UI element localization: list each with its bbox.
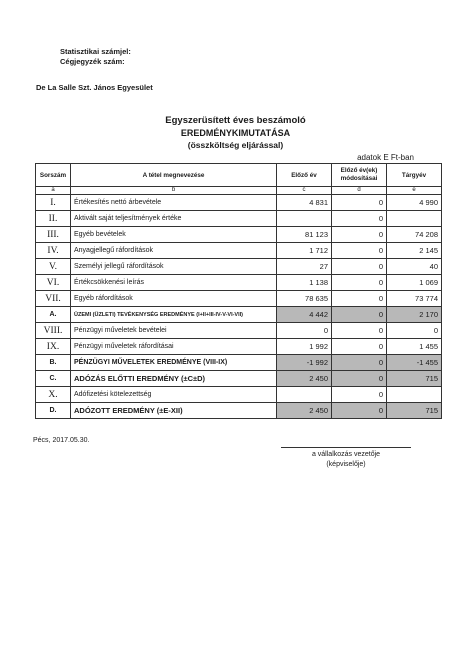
header-prev: Előző év [277, 164, 332, 187]
units-note: adatok E Ft-ban [357, 153, 414, 162]
row-prev: -1 992 [277, 355, 332, 371]
letter-cell: b [71, 187, 277, 195]
row-prev: 81 123 [277, 227, 332, 243]
row-name: PÉNZÜGYI MŰVELETEK EREDMÉNYE (VIII-IX) [71, 355, 277, 371]
table-row [36, 339, 442, 355]
row-mod: 0 [332, 371, 387, 387]
row-curr: 2 145 [387, 243, 442, 259]
table-row [36, 259, 442, 275]
row-prev: 1 712 [277, 243, 332, 259]
row-code: VI. [36, 275, 71, 291]
row-code: VIII. [36, 323, 71, 339]
signature-caption: a vállalkozás vezetője [311, 451, 381, 458]
row-name: Személyi jellegű ráfordítások [71, 259, 277, 275]
header-name: A tétel megnevezése [71, 164, 277, 187]
signature-line [281, 447, 411, 448]
row-curr: -1 455 [387, 355, 442, 371]
table-row [36, 307, 442, 323]
row-code: III. [36, 227, 71, 243]
row-curr: 40 [387, 259, 442, 275]
table-row [36, 211, 442, 227]
row-curr: 2 170 [387, 307, 442, 323]
table-row [36, 227, 442, 243]
report-method: (összköltség eljárással) [187, 140, 284, 150]
row-mod: 0 [332, 403, 387, 419]
report-subtitle: EREDMÉNYKIMUTATÁSA [180, 128, 291, 138]
row-name: Aktivált saját teljesítmények értéke [71, 211, 277, 227]
stat-number-label: Statisztikai számjel: [60, 47, 131, 56]
row-curr [387, 387, 442, 403]
row-prev [277, 387, 332, 403]
row-code: V. [36, 259, 71, 275]
row-name: Értékesítés nettó árbevétele [71, 195, 277, 211]
row-prev: 1 138 [277, 275, 332, 291]
row-curr: 1 069 [387, 275, 442, 291]
signature-caption-sub: (képviselője) [326, 461, 366, 468]
row-name: Értékcsökkenési leírás [71, 275, 277, 291]
row-mod: 0 [332, 227, 387, 243]
table-row [36, 387, 442, 403]
row-name: ADÓZOTT EREDMÉNY (±E-XII) [71, 403, 277, 419]
report-title: Egyszerüsített éves beszámoló [165, 115, 306, 126]
row-code: B. [36, 355, 71, 371]
row-code: IV. [36, 243, 71, 259]
table-row [36, 403, 442, 419]
row-curr: 0 [387, 323, 442, 339]
table-row [36, 323, 442, 339]
row-name: Egyéb ráfordítások [71, 291, 277, 307]
row-curr: 715 [387, 403, 442, 419]
row-mod: 0 [332, 339, 387, 355]
row-mod: 0 [332, 355, 387, 371]
header-code: Sorszám [36, 164, 71, 187]
row-prev: 2 450 [277, 403, 332, 419]
row-curr [387, 211, 442, 227]
row-code: VII. [36, 291, 71, 307]
row-name: Egyéb bevételek [71, 227, 277, 243]
row-prev: 4 442 [277, 307, 332, 323]
row-code: X. [36, 387, 71, 403]
row-prev: 78 635 [277, 291, 332, 307]
row-code: C. [36, 371, 71, 387]
row-prev [277, 211, 332, 227]
row-mod: 0 [332, 291, 387, 307]
row-mod: 0 [332, 307, 387, 323]
row-mod: 0 [332, 243, 387, 259]
income-statement-table [35, 163, 442, 419]
row-name: ADÓZÁS ELŐTTI EREDMÉNY (±C±D) [71, 371, 277, 387]
row-code: I. [36, 195, 71, 211]
letter-cell: a [36, 187, 71, 195]
table-row [36, 291, 442, 307]
row-mod: 0 [332, 195, 387, 211]
row-curr: 74 208 [387, 227, 442, 243]
header-curr: Tárgyév [387, 164, 442, 187]
column-letter-row [36, 187, 442, 195]
row-prev: 27 [277, 259, 332, 275]
company-reg-label: Cégjegyzék szám: [60, 57, 125, 66]
row-name: Pénzügyi műveletek bevételei [71, 323, 277, 339]
letter-cell: e [387, 187, 442, 195]
row-prev: 0 [277, 323, 332, 339]
row-name: Adófizetési kötelezettség [71, 387, 277, 403]
row-mod: 0 [332, 275, 387, 291]
table-row [36, 243, 442, 259]
row-curr: 715 [387, 371, 442, 387]
row-mod: 0 [332, 323, 387, 339]
row-code: II. [36, 211, 71, 227]
row-name: Anyagjellegű ráfordítások [71, 243, 277, 259]
table-row [36, 275, 442, 291]
place-date: Pécs, 2017.05.30. [33, 437, 90, 444]
row-code: D. [36, 403, 71, 419]
table-row [36, 371, 442, 387]
row-name: ÜZEMI (ÜZLETI) TEVÉKENYSÉG EREDMÉNYE (I+II+III-IV-V-VI-VII) [71, 307, 277, 323]
table-row [36, 195, 442, 211]
row-prev: 2 450 [277, 371, 332, 387]
row-name: Pénzügyi műveletek ráfordításai [71, 339, 277, 355]
letter-cell: d [332, 187, 387, 195]
row-curr: 4 990 [387, 195, 442, 211]
row-curr: 73 774 [387, 291, 442, 307]
table-row [36, 355, 442, 371]
header-mod: Előző év(ek) módosításai [332, 164, 387, 187]
row-prev: 4 831 [277, 195, 332, 211]
row-mod: 0 [332, 387, 387, 403]
row-code: A. [36, 307, 71, 323]
organization-name: De La Salle Szt. János Egyesület [36, 83, 153, 92]
table-header-row [36, 164, 442, 187]
row-mod: 0 [332, 259, 387, 275]
letter-cell: c [277, 187, 332, 195]
row-prev: 1 992 [277, 339, 332, 355]
row-mod: 0 [332, 211, 387, 227]
row-code: IX. [36, 339, 71, 355]
row-curr: 1 455 [387, 339, 442, 355]
